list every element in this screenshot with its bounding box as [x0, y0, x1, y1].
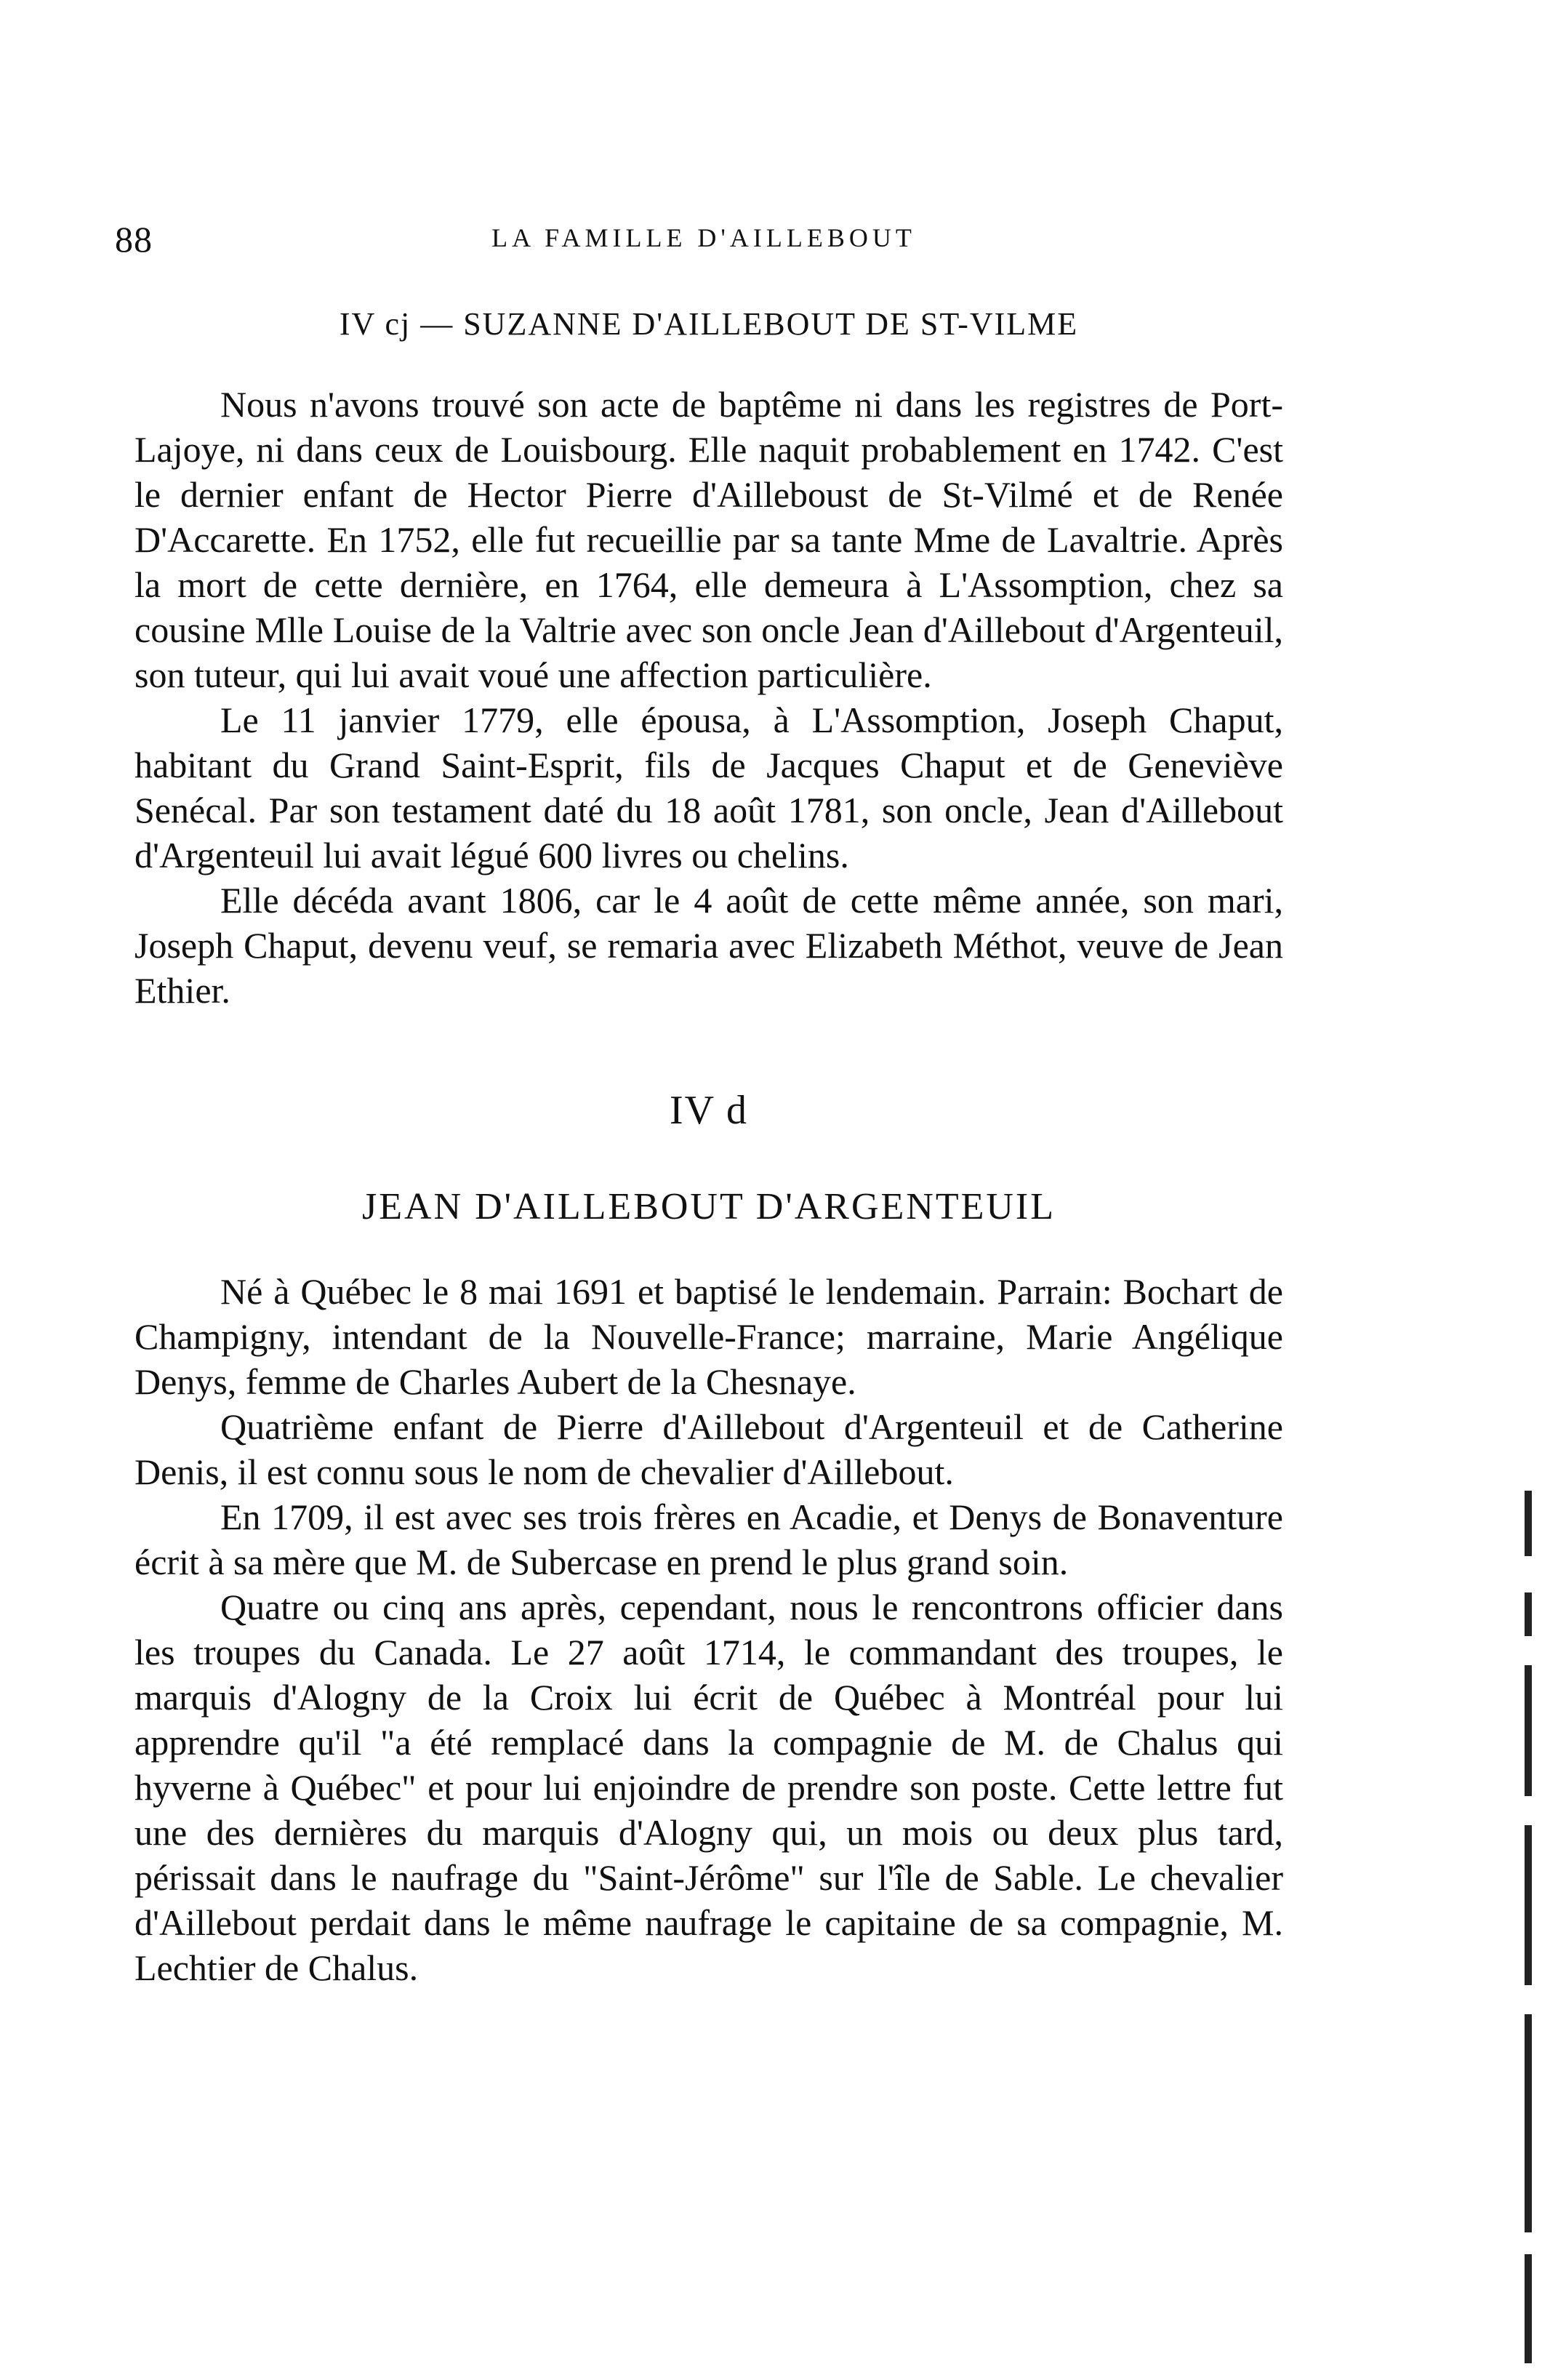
paragraph: Quatre ou cinq ans après, cependant, nous le rencontrons officier dans les troupes du Canada. Le 27 août 1714, le commandant des troupes, le marquis d'Alogny de la Croix lui écrit de Québec à Montréal pour lui apprendre qu'il "a été remplacé dans la compagnie de M. de Chalus qui hyverne à Québec" et pour lui enjoindre de prendre son poste. Cette lettre fut une des dernières du marquis d'Alogny qui, un mois ou deux plus tard, périssait dans le naufrage du "Saint-Jérôme" sur l'île de Sable. Le chevalier d'Aillebout perdait dans le même naufrage le capitaine de sa compagnie, M. Lechtier de Chalus. — [134, 1587, 1283, 1988]
scan-edge-marks — [1517, 1491, 1535, 2363]
paragraph: Né à Québec le 8 mai 1691 et baptisé le lendemain. Parrain: Bochart de Champigny, intendant de la Nouvelle-France; marraine, Marie Angélique Denys, femme de Charles Aubert de la Chesnaye. — [134, 1271, 1283, 1402]
paragraph: Quatrième enfant de Pierre d'Aillebout d'Argenteuil et de Catherine Denis, il est connu sous le nom de chevalier d'Aillebout. — [134, 1406, 1283, 1492]
paragraph: Nous n'avons trouvé son acte de baptême ni dans les registres de Port-Lajoye, ni dans ceux de Louisbourg. Elle naquit probablement en 1742. C'est le dernier enfant de Hector Pierre d'Ailleboust de St-Vilmé et de Renée D'Accarette. En 1752, elle fut recueillie par sa tante Mme de Lavaltrie. Après la mort de cette dernière, en 1764, elle demeura à L'Assomption, chez sa cousine Mlle Louise de la Valtrie avec son oncle Jean d'Aillebout d'Argenteuil, son tuteur, qui lui avait voué une affection particulière. — [134, 384, 1283, 695]
page-number: 88 — [115, 219, 153, 260]
paragraph: Elle décéda avant 1806, car le 4 août de cette même année, son mari, Joseph Chaput, devenu veuf, se remaria avec Elizabeth Méthot, veuve de Jean Ethier. — [134, 880, 1283, 1011]
section-heading-suzanne: IV cj — SUZANNE D'AILLEBOUT DE ST-VILME — [339, 306, 1079, 342]
section-heading-jean: JEAN D'AILLEBOUT D'ARGENTEUIL — [362, 1186, 1056, 1227]
running-title: LA FAMILLE D'AILLEBOUT — [491, 223, 916, 252]
paragraph: En 1709, il est avec ses trois frères en Acadie, et Denys de Bonaventure écrit à sa mère que M. de Subercase en prend le plus grand soin. — [134, 1496, 1283, 1582]
section-body-jean — [134, 1269, 1283, 1990]
running-head — [115, 218, 1293, 262]
paragraph: Le 11 janvier 1779, elle épousa, à L'Assomption, Joseph Chaput, habitant du Grand Saint-Esprit, fils de Jacques Chaput et de Geneviève Senécal. Par son testament daté du 18 août 1781, son oncle, Jean d'Aillebout d'Argenteuil lui avait légué 600 livres ou chelins. — [134, 700, 1283, 876]
section-body-suzanne — [134, 382, 1283, 1013]
section-number: IV d — [669, 1088, 749, 1133]
